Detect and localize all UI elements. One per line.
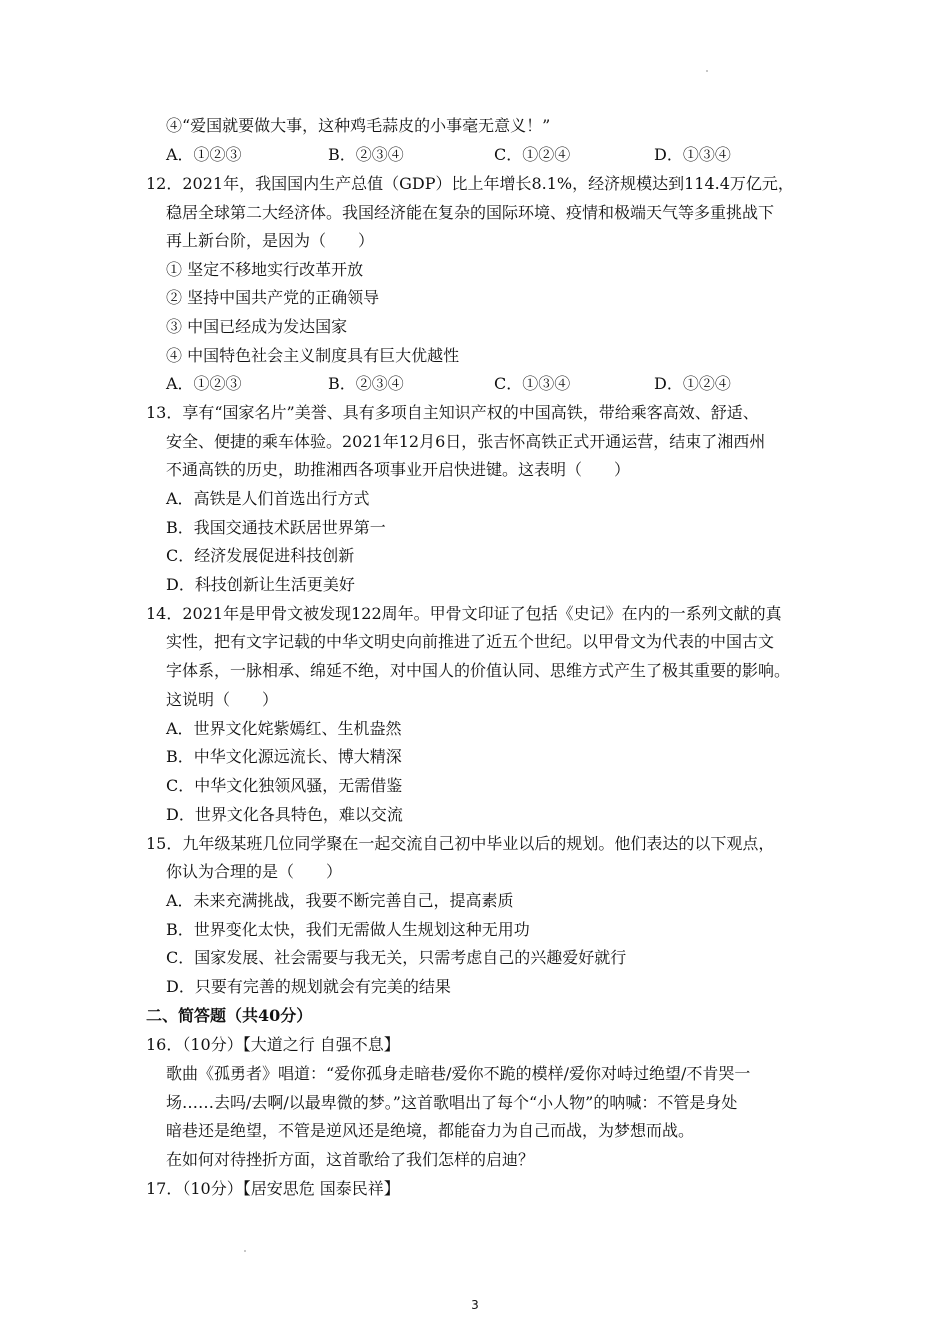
option-c: C．①③④ bbox=[494, 374, 571, 393]
q16-text-line: 歌曲《孤勇者》唱道：“爱你孤身走暗巷/爱你不跪的模样/爱你对峙过绝望/不肯哭一 bbox=[166, 1064, 751, 1083]
prev-options-row bbox=[0, 145, 950, 165]
q14-stem-line: 实性，把有文字记载的中华文明史向前推进了近五个世纪。以甲骨文为代表的中国古文 bbox=[166, 632, 775, 651]
prev-item-4: ④“爱国就要做大事，这种鸡毛蒜皮的小事毫无意义！” bbox=[166, 116, 551, 135]
q14-option-c: C．中华文化独领风骚，无需借鉴 bbox=[166, 776, 403, 795]
q13-option-c: C．经济发展促进科技创新 bbox=[166, 546, 355, 565]
q15-option-a: A．未来充满挑战，我要不断完善自己，提高素质 bbox=[166, 891, 514, 910]
q14-stem-line: 字体系，一脉相承、绵延不绝，对中国人的价值认同、思维方式产生了极其重要的影响。 bbox=[166, 661, 791, 680]
option-b: B．②③④ bbox=[328, 145, 404, 164]
q12-item-3: ③ 中国已经成为发达国家 bbox=[166, 317, 348, 336]
q16-text-line: 暗巷还是绝望，不管是逆风还是绝境，都能奋力为自己而战，为梦想而战。 bbox=[166, 1121, 695, 1140]
q15-stem-line: 15．九年级某班几位同学聚在一起交流自己初中毕业以后的规划。他们表达的以下观点， bbox=[146, 834, 775, 853]
option-d: D．①②④ bbox=[654, 374, 731, 393]
q15-option-d: D．只要有完善的规划就会有完美的结果 bbox=[166, 977, 451, 996]
q13-option-a: A．高铁是人们首选出行方式 bbox=[166, 489, 370, 508]
q13-option-d: D．科技创新让生活更美好 bbox=[166, 575, 355, 594]
q12-item-2: ② 坚持中国共产党的正确领导 bbox=[166, 288, 380, 307]
q12-stem-line: 稳居全球第二大经济体。我国经济能在复杂的国际环境、疫情和极端天气等多重挑战下 bbox=[166, 203, 775, 222]
option-b: B．②③④ bbox=[328, 374, 404, 393]
section-heading: 二、简答题（共40分） bbox=[146, 1006, 313, 1025]
q14-stem-line: 14．2021年是甲骨文被发现122周年。甲骨文印证了包括《史记》在内的一系列文献的真 bbox=[146, 604, 782, 623]
q14-option-d: D．世界文化各具特色，难以交流 bbox=[166, 805, 403, 824]
q14-option-a: A．世界文化姹紫嫣红、生机盎然 bbox=[166, 719, 402, 738]
q12-item-1: ① 坚定不移地实行改革开放 bbox=[166, 260, 364, 279]
scan-speck bbox=[244, 1250, 246, 1252]
q15-option-b: B．世界变化太快，我们无需做人生规划这种无用功 bbox=[166, 920, 530, 939]
q12-stem-line: 再上新台阶，是因为（ ） bbox=[166, 231, 375, 250]
q14-stem-line: 这说明（ ） bbox=[166, 690, 279, 709]
option-a: A．①②③ bbox=[166, 145, 242, 164]
q15-option-c: C．国家发展、社会需要与我无关，只需考虑自己的兴趣爱好就行 bbox=[166, 948, 627, 967]
scan-speck bbox=[706, 70, 708, 72]
q13-stem-line: 13．享有“国家名片”美誉、具有多项自主知识产权的中国高铁，带给乘客高效、舒适、 bbox=[146, 403, 759, 422]
option-d: D．①③④ bbox=[654, 145, 731, 164]
q17-header: 17．（10分）【居安思危 国泰民祥】 bbox=[146, 1179, 400, 1198]
option-c: C．①②④ bbox=[494, 145, 571, 164]
q16-text-line: 场……去吗/去啊/以最卑微的梦。”这首歌唱出了每个“小人物”的呐喊：不管是身处 bbox=[166, 1093, 738, 1112]
q16-header: 16．（10分）【大道之行 自强不息】 bbox=[146, 1035, 400, 1054]
q13-option-b: B．我国交通技术跃居世界第一 bbox=[166, 518, 386, 537]
q16-question: 在如何对待挫折方面，这首歌给了我们怎样的启迪？ bbox=[166, 1150, 535, 1169]
q13-stem-line: 安全、便捷的乘车体验。2021年12月6日，张吉怀高铁正式开通运营，结束了湘西州 bbox=[166, 432, 766, 451]
q12-item-4: ④ 中国特色社会主义制度具有巨大优越性 bbox=[166, 346, 460, 365]
page-number: 3 bbox=[471, 1298, 479, 1312]
option-a: A．①②③ bbox=[166, 374, 242, 393]
q12-stem-line: 12．2021年，我国国内生产总值（GDP）比上年增长8.1%，经济规模达到114.4万亿元， bbox=[146, 174, 794, 193]
q13-stem-line: 不通高铁的历史，助推湘西各项事业开启快进键。这表明（ ） bbox=[166, 460, 631, 479]
q12-options-row bbox=[0, 374, 950, 394]
q14-option-b: B．中华文化源远流长、博大精深 bbox=[166, 747, 402, 766]
q15-stem-line: 你认为合理的是（ ） bbox=[166, 862, 343, 881]
